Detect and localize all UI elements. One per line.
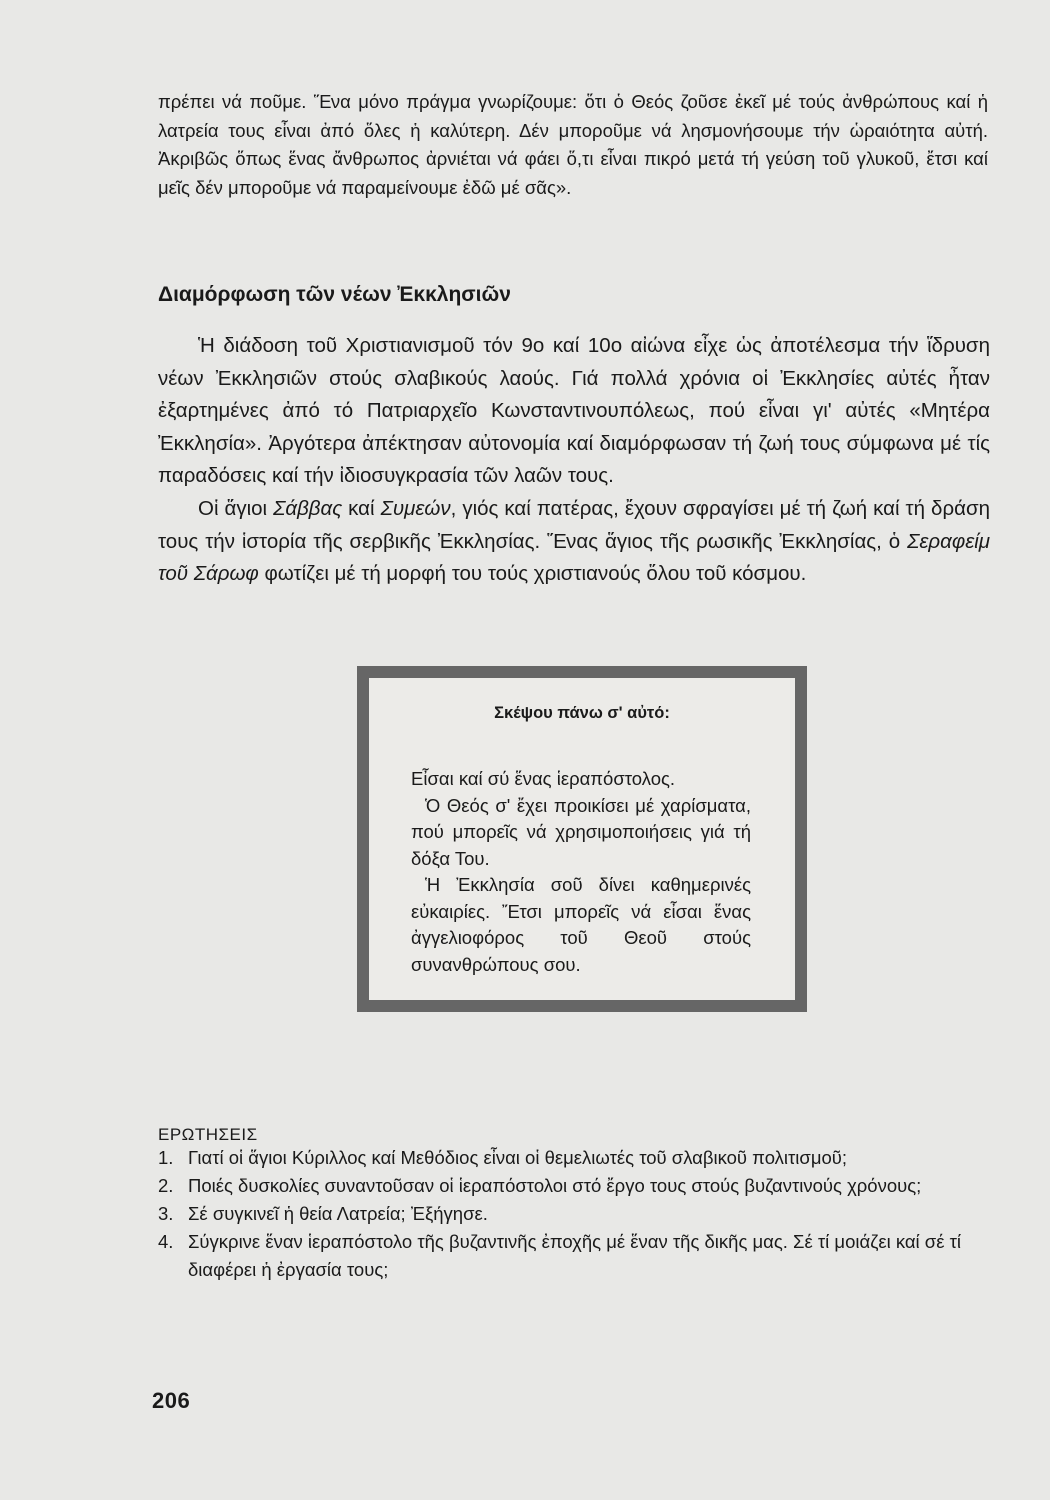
question-number: 3. <box>158 1203 174 1224</box>
saint-sabbas: Σάββας <box>273 496 343 520</box>
quote-paragraph: πρέπει νά ποῦμε. Ἕνα μόνο πράγμα γνωρίζουμε: ὅτι ὁ Θεός ζοῦσε ἐκεῖ μέ τούς ἀνθρώπους καί ἡ λατρεία τους εἶναι ἀπό ὅλες ἡ καλύτερη. Δέν μποροῦμε νά λησμονήσουμε τήν ὡραιότητα αὐτή. Ἀκριβῶς ὅπως ἕνας ἄνθρωπος ἀρνιέται νά φάει ὅ,τι εἶναι πικρό μετά τή γεύση τοῦ γλυκοῦ, ἔτσι καί μεῖς δέν μποροῦμε νά παραμείνουμε ἐδῶ μέ σᾶς». <box>158 91 988 198</box>
question-number: 2. <box>158 1175 174 1196</box>
page-number: 206 <box>152 1388 191 1413</box>
question-text: Σύγκρινε ἕναν ἱεραπόστολο τῆς βυζαντινῆς ἐποχῆς μέ ἕναν τῆς δικῆς μας. Σέ τί μοιάζει καί σέ τί διαφέρει ἡ ἐργασία τους; <box>188 1231 962 1280</box>
questions-list <box>158 1144 990 1284</box>
paragraph-2-part-3: , γιός καί πατέρας, ἔχουν σφραγίσει μέ τή ζωή καί τή δράση τους τήν ἱστορία τῆς σερβικῆς Ἐκκλησίας. Ἕνας ἅγιος τῆς ρωσικῆς Ἐκκλησίας, ὁ <box>158 496 991 553</box>
saint-symeon: Συμεών <box>380 496 451 520</box>
paragraph-2 <box>158 493 990 591</box>
question-text: Σέ συγκινεῖ ἡ θεία Λατρεία; Ἐξήγησε. <box>188 1203 488 1224</box>
saint-seraphim: Σεραφείμ τοῦ Σάρωφ <box>158 529 990 586</box>
paragraph-1: Ἡ διάδοση τοῦ Χριστιανισμοῦ τόν 9ο καί 10ο αἰώνα εἶχε ὡς ἀποτέλεσμα τήν ἵδρυση νέων Ἐκκλησιῶν στούς σλαβικούς λαούς. Γιά πολλά χρόνια οἱ Ἐκκλησίες αὐτές ἦταν ἐξαρτημένες ἀπό τό Πατριαρχεῖο Κωνσταντινουπόλεως, πού εἶναι γι' αὐτές «Μητέρα Ἐκκλησία». Ἀργότερα ἀπέκτησαν αὐτονομία καί διαμόρφωσαν τή ζωή τους σύμφωνα μέ τίς παραδόσεις καί τήν ἰδιοσυγκρασία τῶν λαῶν τους. <box>158 334 990 488</box>
question-number: 4. <box>158 1231 174 1252</box>
paragraph-2-part-1: Οἱ ἅγιοι <box>198 496 274 520</box>
question-number: 1. <box>158 1147 174 1168</box>
paragraph-2-part-2: καί <box>342 496 381 520</box>
box-text <box>411 766 751 978</box>
box-line-1: Εἶσαι καί σύ ἕνας ἱεραπόστολος. <box>411 768 676 789</box>
questions-title: ΕΡΩΤΗΣΕΙΣ <box>158 1125 258 1144</box>
box-line-2: Ὁ Θεός σ' ἔχει προικίσει μέ χαρίσματα, πού μπορεῖς νά χρησιμοποιήσεις γιά τή δόξα Του. <box>411 794 751 869</box>
section-title: Διαμόρφωση τῶν νέων Ἐκκλησιῶν <box>158 283 511 306</box>
question-text: Ποιές δυσκολίες συναντοῦσαν οἱ ἱεραπόστολοι στό ἔργο τους στούς βυζαντινούς χρόνους; <box>188 1175 922 1196</box>
box-line-3: Ἡ Ἐκκλησία σοῦ δίνει καθημερινές εὐκαιρίες. Ἔτσι μπορεῖς νά εἶσαι ἕνας ἀγγελιοφόρος τοῦ Θεοῦ στούς συνανθρώπους σου. <box>411 874 751 975</box>
question-item <box>158 1228 990 1284</box>
box-title: Σκέψου πάνω σ' αὐτό: <box>494 704 670 722</box>
question-item <box>158 1144 990 1172</box>
question-item <box>158 1172 990 1200</box>
paragraph-2-part-4: φωτίζει μέ τή μορφή του τούς χριστιανούς ὅλου τοῦ κόσμου. <box>258 562 807 586</box>
question-text: Γιατί οἱ ἅγιοι Κύριλλος καί Μεθόδιος εἶναι οἱ θεμελιωτές τοῦ σλαβικοῦ πολιτισμοῦ; <box>188 1147 848 1168</box>
question-item <box>158 1200 990 1228</box>
main-text <box>158 330 990 591</box>
think-about-it-box <box>357 666 807 1012</box>
